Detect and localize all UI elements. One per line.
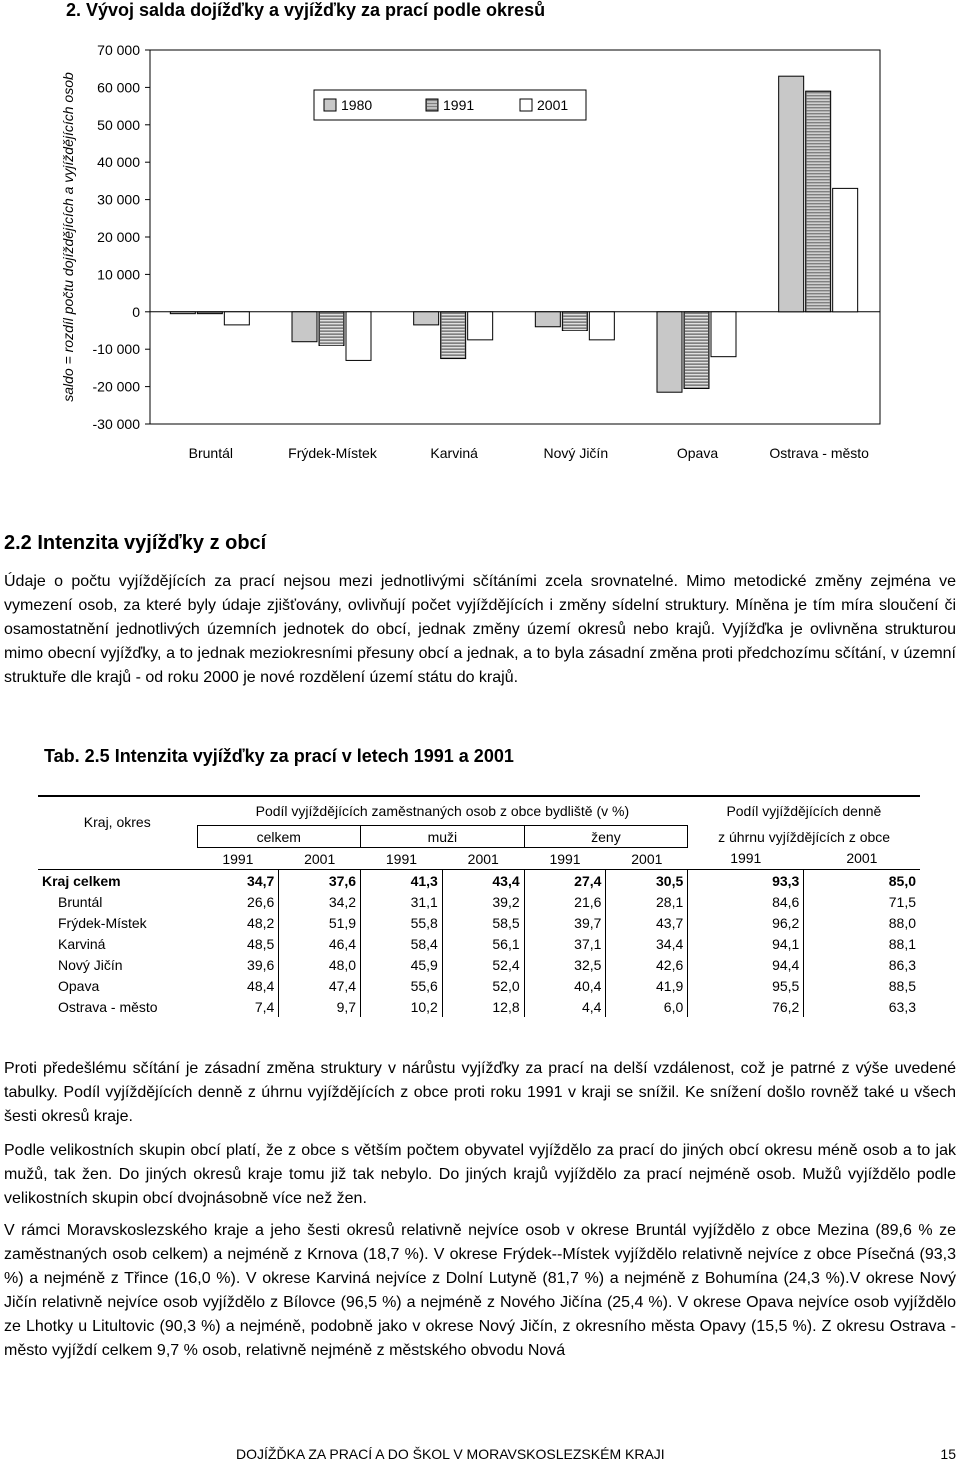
- table-row: [38, 891, 920, 912]
- table-cell: 55,8: [361, 912, 443, 933]
- table-cell: 94,4: [688, 954, 804, 975]
- bar-2001-4: [711, 312, 736, 357]
- table-cell: 37,1: [524, 933, 606, 954]
- category-label: Frýdek-Místek: [288, 445, 377, 461]
- table-row: [38, 996, 920, 1017]
- paragraph-3: V rámci Moravskoslezského kraje a jeho šesti okresů relativně nejvíce osob v okrese Bruntál vyjíždělo z obce Mezina (89,6 % ze zaměstnaných osob celkem) a nejméně z Krnova (18,7 %). V okrese Frýdek--Místek vyjíždělo relativně nejvíce z obce Písečná (93,3 %) a nejméně z Třince (16,0 %). V okrese Karviná nejvíce z Dolní Lutyně (81,7 %) a nejméně z Bohumína (24,3 %).V okrese Nový Jičín relativně nejvíce osob vyjíždělo z Bílovce (96,5 %) a nejméně z Nového Jičína (25,4 %). V okrese Opava nejvíce osob vyjíždělo ze Lhotky u Litultovic (90,3 %) a nejméně, podobně jako v okrese Nový Jičín, z okresního města Opavy (15,5 %). Z okresu Ostrava - město vyjíždí celkem 9,7 % osob, relativně nejméně z městského obvodu Nová: [4, 1222, 956, 1359]
- table-cell: 41,3: [361, 870, 443, 892]
- table-cell: 39,7: [524, 912, 606, 933]
- table-cell: 46,4: [279, 933, 361, 954]
- table-title: Tab. 2.5 Intenzita vyjížďky za prací v letech 1991 a 2001: [44, 746, 514, 766]
- row-label: Nový Jičín: [58, 956, 123, 973]
- bar-1980-0: [170, 312, 195, 314]
- table-cell: 42,6: [606, 954, 688, 975]
- chart-title: 2. Vývoj salda dojížďky a vyjížďky za prací podle okresů: [66, 0, 546, 20]
- table-cell: 95,5: [688, 975, 804, 996]
- table-cell: 96,2: [688, 912, 804, 933]
- y-tick-label: 0: [132, 303, 140, 320]
- table-cell: 10,2: [361, 996, 443, 1017]
- legend-label-1991: 1991: [443, 97, 475, 113]
- paragraph-1: Proti předešlému sčítání je zásadní změna struktury v nárůstu vyjížďky za prací na delší vzdálenost, což je patrné z výše uvedené tabulky. Podíl vyjíždějících denně z úhrnu vyjíždějících z obce proti roku 1991 v kraji se snížil. Ke snížení došlo rovněž také u všech šesti okresů kraje.: [4, 1060, 956, 1125]
- bar-1991-0: [197, 312, 222, 314]
- page-footer: [0, 1446, 960, 1466]
- category-label: Ostrava - město: [769, 445, 869, 461]
- table-cell: 34,7: [197, 870, 279, 892]
- legend-label-2001: 2001: [537, 97, 569, 113]
- table-cell: 55,6: [361, 975, 443, 996]
- y-axis-title: saldo = rozdíl počtu dojíždějících a vyjíždějících osob: [60, 72, 76, 402]
- table-cell: 37,6: [279, 870, 361, 892]
- year-header: 1991: [222, 850, 254, 867]
- bar-1980-2: [414, 312, 439, 325]
- table-cell: 4,4: [524, 996, 606, 1017]
- table-cell: 85,0: [888, 872, 916, 889]
- table-cell: 58,5: [442, 912, 524, 933]
- table-cell: 9,7: [279, 996, 361, 1017]
- legend-swatch-1980: [324, 99, 336, 111]
- y-tick-label: 20 000: [97, 229, 140, 245]
- y-tick-label: 40 000: [97, 154, 140, 171]
- bar-chart: [0, 28, 960, 468]
- row-header: Kraj, okres: [83, 814, 151, 831]
- y-tick-label: -20 000: [92, 378, 140, 395]
- bar-2001-2: [468, 312, 493, 340]
- y-tick-label: 70 000: [97, 42, 140, 58]
- table-cell: 48,2: [197, 912, 279, 933]
- year-header: 2001: [467, 850, 499, 867]
- table-cell: 56,1: [442, 933, 524, 954]
- table-cell: 94,1: [688, 933, 804, 954]
- table-row: [38, 933, 920, 954]
- group1-header: Podíl vyjíždějících zaměstnaných osob z obce bydliště (v %): [255, 803, 630, 819]
- row-label: Ostrava - město: [58, 998, 158, 1015]
- y-tick-label: 10 000: [97, 266, 140, 283]
- table-cell: 43,7: [606, 912, 688, 933]
- page-number: 15: [940, 1446, 956, 1462]
- table-row: [38, 975, 920, 996]
- year-header: 1991: [730, 850, 762, 867]
- data-table: [38, 795, 920, 1017]
- y-tick-label: 30 000: [97, 191, 140, 208]
- row-label: Kraj celkem: [42, 872, 121, 889]
- table-cell: 26,6: [197, 891, 279, 912]
- table-cell: 48,0: [279, 954, 361, 975]
- y-tick-label: -10 000: [92, 341, 140, 358]
- y-tick-label: 60 000: [97, 79, 140, 96]
- table-cell: 86,3: [888, 956, 916, 973]
- table-header: [38, 796, 920, 870]
- row-label: Bruntál: [58, 893, 103, 910]
- table-cell: 84,6: [688, 891, 804, 912]
- table-cell: 21,6: [524, 891, 606, 912]
- table-cell: 51,9: [279, 912, 361, 933]
- y-tick-label: 50 000: [97, 116, 140, 133]
- bar-1991-2: [441, 312, 466, 359]
- table-cell: 30,5: [606, 870, 688, 892]
- bar-2001-0: [224, 312, 249, 325]
- table-cell: 48,4: [197, 975, 279, 996]
- table-cell: 58,4: [361, 933, 443, 954]
- section-heading: 2.2 Intenzita vyjížďky z obcí: [4, 532, 267, 554]
- group2-header-line2: z úhrnu vyjíždějících z obce: [718, 828, 891, 845]
- row-label: Opava: [58, 977, 100, 994]
- sub-header-muzi: muži: [361, 826, 525, 848]
- table-cell: 28,1: [606, 891, 688, 912]
- table-cell: 71,5: [888, 893, 916, 910]
- sub-header-zeny: ženy: [524, 826, 688, 848]
- category-label: Karviná: [430, 445, 478, 461]
- table-body: [38, 870, 920, 1018]
- bar-1980-3: [535, 312, 560, 327]
- group2-header-line1: Podíl vyjíždějících denně: [726, 803, 882, 820]
- bar-2001-5: [833, 188, 858, 311]
- table-cell: 43,4: [442, 870, 524, 892]
- year-header: 1991: [385, 850, 418, 867]
- table-cell: 39,2: [442, 891, 524, 912]
- table-cell: 27,4: [524, 870, 606, 892]
- row-label: Karviná: [58, 935, 106, 952]
- table-cell: 31,1: [361, 891, 443, 912]
- year-header: 2001: [304, 850, 336, 867]
- table-cell: 88,1: [888, 935, 916, 952]
- table-cell: 39,6: [197, 954, 279, 975]
- chart-bars: [170, 76, 857, 392]
- category-label: Nový Jičín: [543, 445, 609, 461]
- y-tick-label: -30 000: [92, 416, 140, 432]
- table-cell: 6,0: [606, 996, 688, 1017]
- year-header: 2001: [631, 850, 663, 867]
- category-label: Opava: [676, 445, 719, 461]
- sub-header-celkem: celkem: [197, 826, 361, 848]
- legend-swatch-2001: [520, 99, 532, 111]
- table-cell: 40,4: [524, 975, 606, 996]
- table-row: [38, 954, 920, 975]
- section-paragraph: Údaje o počtu vyjíždějících za prací nejsou mezi jednotlivými sčítáními zcela srovnatelné. Mimo metodické změny zejména ve vymezení osob, za které byly údaje zjišťovány, ovlivňují počet vyjíždějících i změny sídelní struktury. Míněna je tím míra sloučení či osamostatnění jednotlivých územních jednotek do obcí, jednak změny území okresů nebo krajů. Vyjížďka je ovlivněna strukturou mimo obecní vyjížďky, a to jednak meziokresními přesuny obcí a jednak, a to byla zásadní změna proti předchozímu sčítání, v územní struktuře dle krajů - od roku 2000 je nové rozdělení území státu do krajů.: [4, 573, 956, 686]
- table-cell: 76,2: [688, 996, 804, 1017]
- chart-legend: [314, 90, 586, 120]
- row-label: Frýdek-Místek: [58, 914, 147, 931]
- table-cell: 63,3: [888, 998, 916, 1015]
- legend-label-1980: 1980: [341, 97, 373, 113]
- table-cell: 34,2: [279, 891, 361, 912]
- bar-1980-5: [779, 76, 804, 312]
- table-cell: 7,4: [197, 996, 279, 1017]
- table-row: [38, 870, 920, 892]
- table-row: [38, 912, 920, 933]
- table-cell: 48,5: [197, 933, 279, 954]
- table-cell: 88,0: [888, 914, 916, 931]
- table-cell: 52,4: [442, 954, 524, 975]
- table-cell: 34,4: [606, 933, 688, 954]
- table-cell: 47,4: [279, 975, 361, 996]
- bar-1980-1: [292, 312, 317, 342]
- table-cell: 41,9: [606, 975, 688, 996]
- bar-2001-1: [346, 312, 371, 361]
- bar-1991-1: [319, 312, 344, 346]
- category-label: Bruntál: [188, 445, 234, 461]
- table-cell: 32,5: [524, 954, 606, 975]
- table-cell: 45,9: [361, 954, 443, 975]
- footer-title: DOJÍŽĎKA ZA PRACÍ A DO ŠKOL V MORAVSKOSLEZSKÉM KRAJI: [236, 1446, 665, 1462]
- year-header: 1991: [549, 850, 581, 867]
- table-cell: 88,5: [888, 977, 916, 994]
- year-header: 2001: [846, 850, 878, 867]
- table-cell: 52,0: [442, 975, 524, 996]
- table-cell: 93,3: [688, 870, 804, 892]
- bar-1980-4: [657, 312, 682, 392]
- table-cell: 12,8: [442, 996, 524, 1017]
- paragraph-2: Podle velikostních skupin obcí platí, že z obce s větším počtem obyvatel vyjíždělo za prací do jiných obcí okresu méně osob a to jak mužů, tak žen. Do jiných okresů kraje tomu již tak nebylo. Do jiných krajů vyjíždělo za prací nejméně osob. Mužů vyjíždělo podle velikostních skupin obcí dvojnásobně více než žen.: [4, 1142, 956, 1207]
- bar-2001-3: [589, 312, 614, 340]
